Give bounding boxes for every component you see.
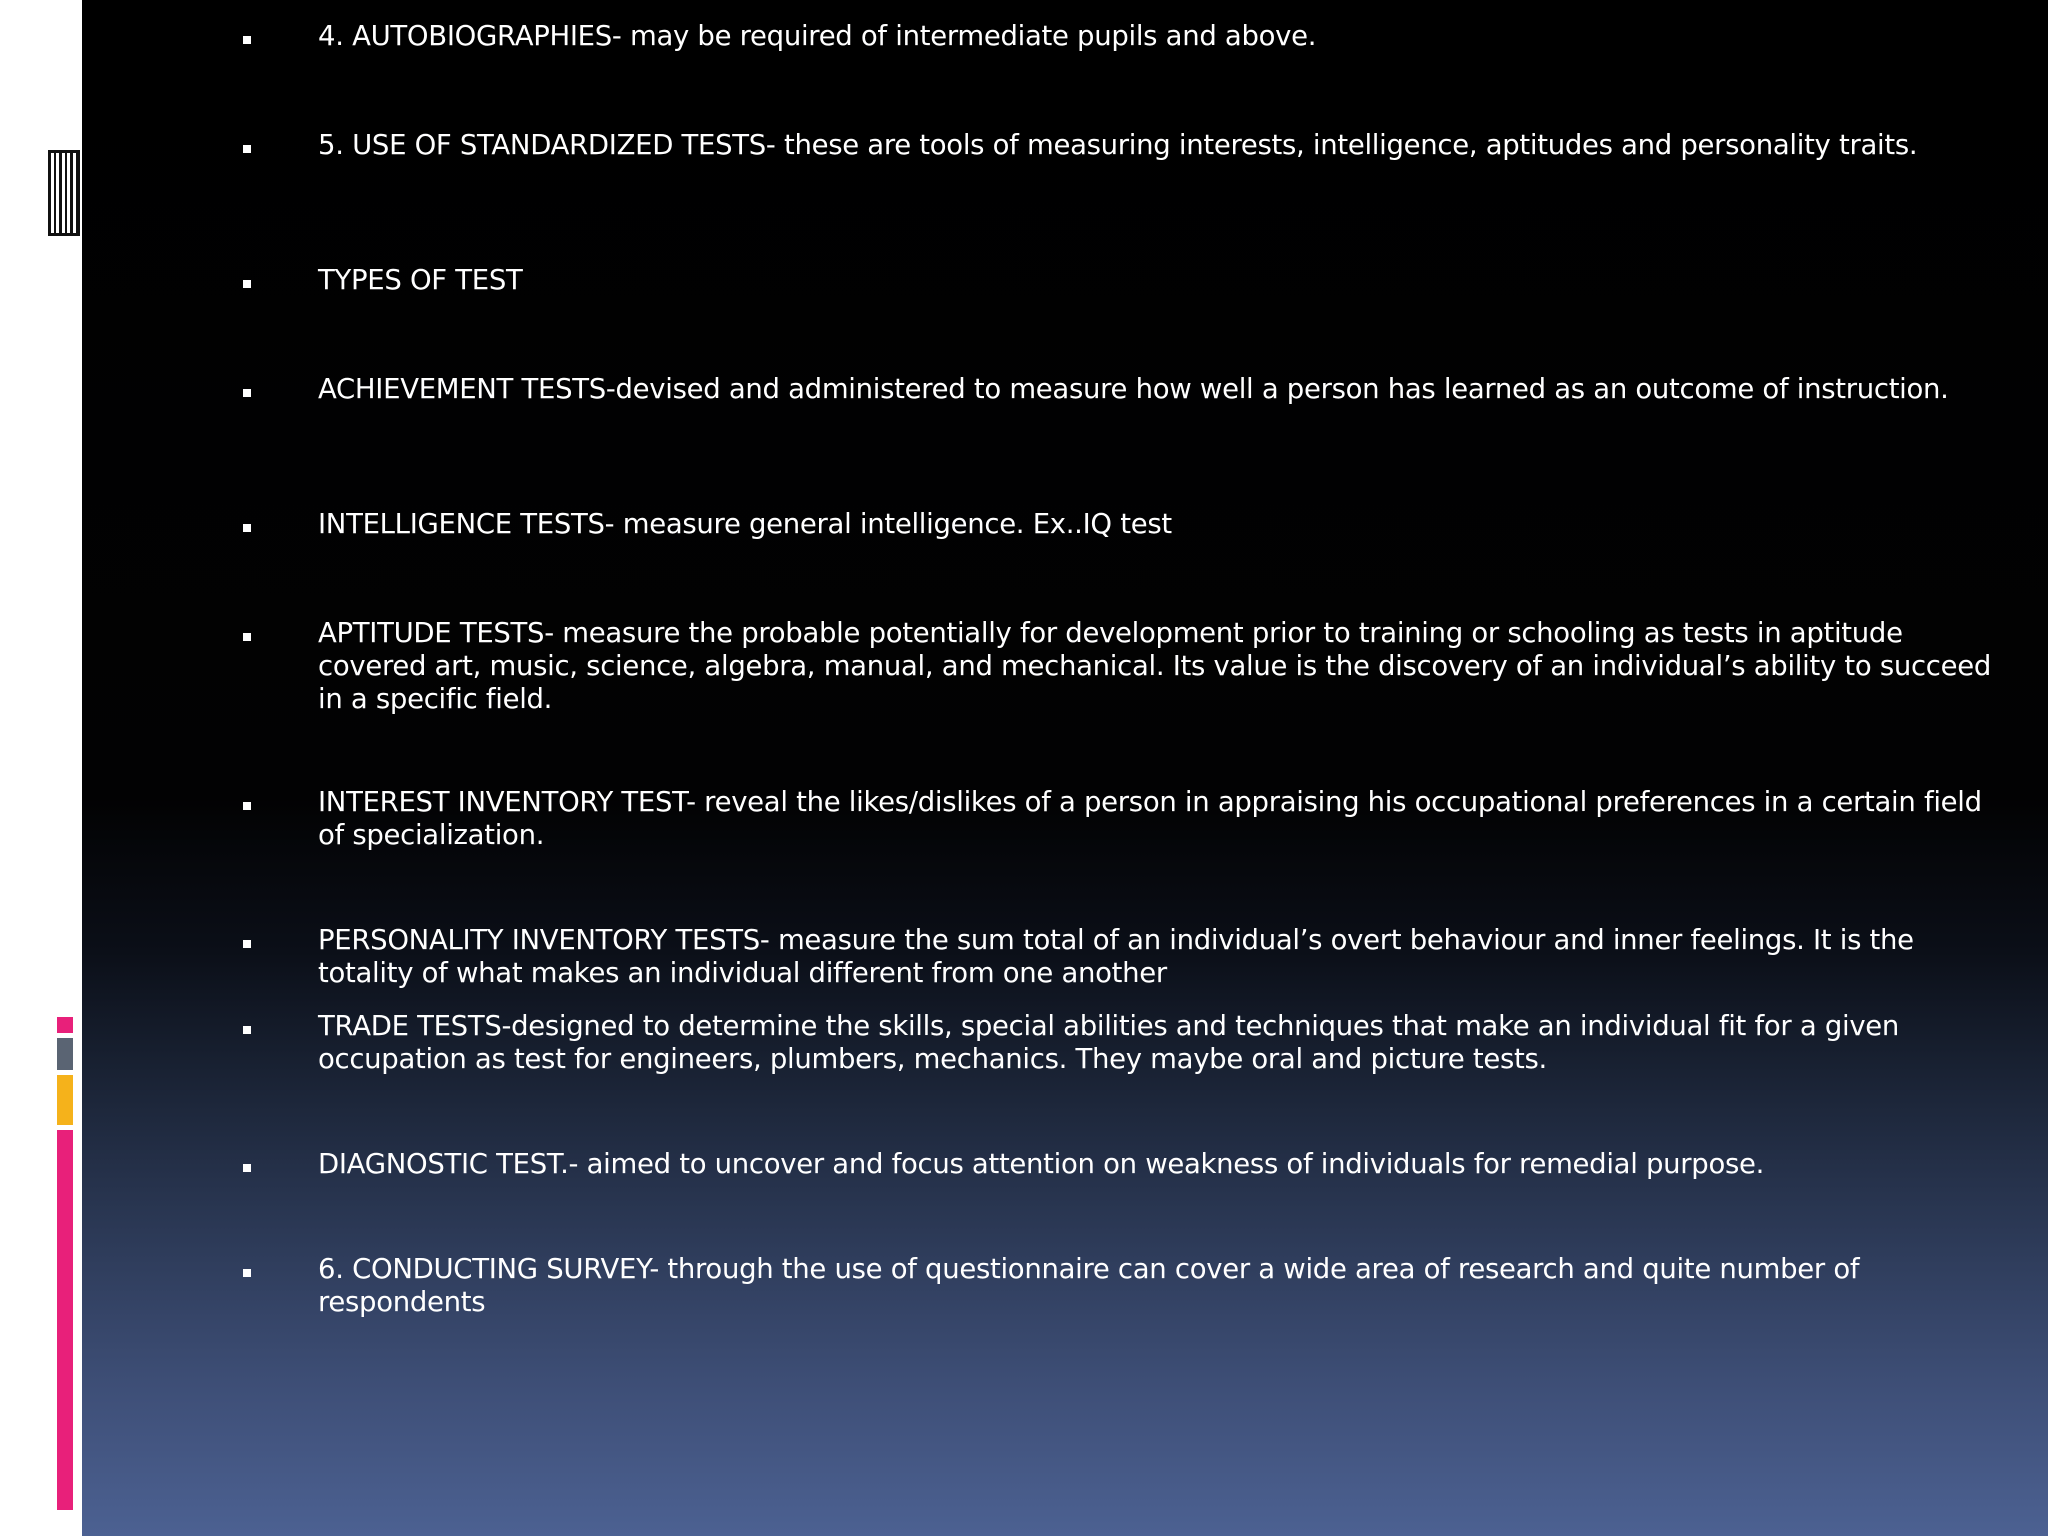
- square-bullet-icon: [243, 524, 251, 532]
- vertical-lines-ornament: [48, 150, 80, 236]
- ornament-bar: [65, 150, 67, 236]
- square-bullet-icon: [243, 633, 251, 641]
- accent-pink-small-block: [57, 1017, 73, 1033]
- ornament-bar: [59, 150, 62, 236]
- square-bullet-icon: [243, 802, 251, 810]
- bullet-text: 6. CONDUCTING SURVEY- through the use of questionnaire can cover a wide area of research and quite number of respondents: [318, 1253, 1860, 1318]
- bullet-text: PERSONALITY INVENTORY TESTS- measure the sum total of an individual’s overt behaviour and inner feelings. It is the totality of what makes an individual different from one another: [318, 924, 1914, 989]
- square-bullet-icon: [243, 389, 251, 397]
- square-bullet-icon: [243, 1269, 251, 1277]
- bullet-text: APTITUDE TESTS- measure the probable potentially for development prior to training or schooling as tests in aptitude covered art, music, science, algebra, manual, and mechanical. Its value is the discovery of an individual’s ability to succeed in a specific field.: [318, 617, 1992, 715]
- accent-yellow-block: [57, 1075, 73, 1125]
- accent-gray-block: [57, 1038, 73, 1070]
- bullet-text: 5. USE OF STANDARDIZED TESTS- these are tools of measuring interests, intelligence, aptitudes and personality traits.: [318, 129, 1918, 161]
- left-decorative-strip: [0, 0, 82, 1536]
- content-panel: [82, 0, 2048, 1536]
- ornament-bar: [48, 150, 51, 236]
- square-bullet-icon: [243, 36, 251, 44]
- bullet-text: INTEREST INVENTORY TEST- reveal the likes/dislikes of a person in appraising his occupational preferences in a certain field of specialization.: [318, 786, 1982, 851]
- bullet-text: TYPES OF TEST: [318, 264, 523, 296]
- square-bullet-icon: [243, 145, 251, 153]
- bullet-text: TRADE TESTS-designed to determine the skills, special abilities and techniques that make an individual fit for a given occupation as test for engineers, plumbers, mechanics. They maybe oral and picture tests.: [318, 1010, 1900, 1075]
- ornament-bar: [54, 150, 56, 236]
- square-bullet-icon: [243, 1026, 251, 1034]
- accent-pink-long-block: [57, 1130, 73, 1510]
- bullet-text: INTELLIGENCE TESTS- measure general intelligence. Ex..IQ test: [318, 508, 1172, 540]
- ornament-bar: [70, 150, 73, 236]
- square-bullet-icon: [243, 1164, 251, 1172]
- bullet-text: DIAGNOSTIC TEST.- aimed to uncover and focus attention on weakness of individuals for remedial purpose.: [318, 1148, 1765, 1180]
- bullet-text: 4. AUTOBIOGRAPHIES- may be required of intermediate pupils and above.: [318, 20, 1317, 52]
- square-bullet-icon: [243, 940, 251, 948]
- square-bullet-icon: [243, 280, 251, 288]
- ornament-bar: [76, 150, 80, 236]
- bullet-text: ACHIEVEMENT TESTS-devised and administered to measure how well a person has learned as an outcome of instruction.: [318, 373, 1949, 405]
- bullet-list: [82, 0, 2048, 1536]
